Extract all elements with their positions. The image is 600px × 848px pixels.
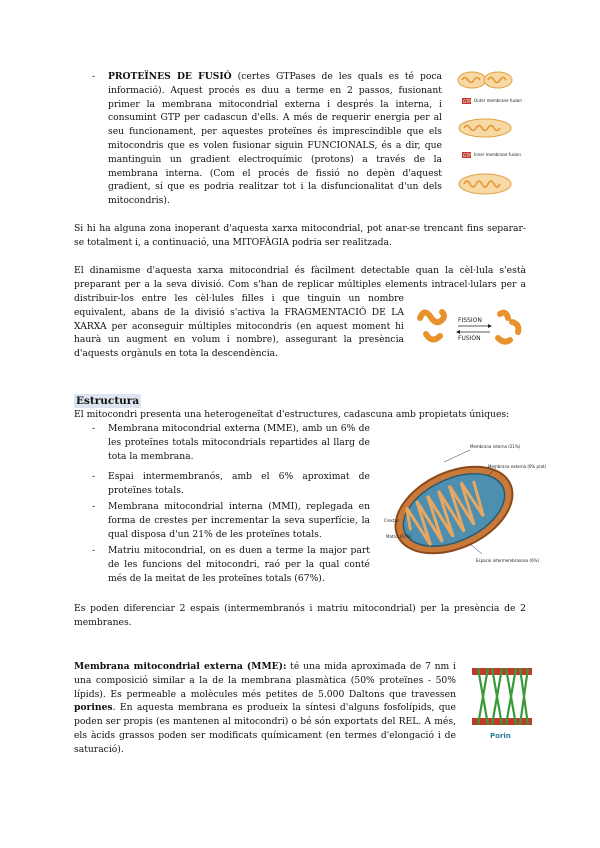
porin-figure [470,664,534,742]
estructura-item-1: Membrana mitocondrial externa (MME), amb un 6% de les proteïnes totals mitocondrials repartides al llarg de tota la membrana. [108,423,370,462]
gtp-text-2: GTP [463,153,471,158]
fusion-figure [452,66,522,206]
mito-fused [459,174,511,194]
section-heading-estructura: Estructura [76,395,140,407]
estructura-dash-3: - [92,501,96,512]
paragraph-dinamisme-wrap: distribuir-los entre les cèl·lules filles i que tinguin un nombre equivalent, abans de la divisió s'activa la FRAGMENTACIÓ DE LA XARXA per aconseguir múltiples mitocondris (en aquest moment hi haurà un augment en volum i nombre), assegurant la presència d'aquests orgànuls en tota la descendència. [74,293,404,360]
outer-fusion-label: Outer membrane fusion [474,98,522,103]
fragment-mito-2 [512,322,518,332]
estructura-dash-1: - [92,423,96,434]
mme-text-2: . En aquesta membrana es produeix la síntesi d'alguns fosfolípids, que poden ser propis (es mantenen al mitocondri) o bé són exportats del REL. A més, els àcids grassos poden ser modificats químicament (en termes d'elongació i de saturació). [74,702,456,755]
fusion-title: PROTEÏNES DE FUSIÓ [108,71,232,82]
mme-text-1: té una mida aproximada de 7 nm i una composició similar a la de la membrana plasmàtica (50% proteïnes - 50% lípids). Es permeable a molècules més petites de 5.000 Daltons que travessen [74,661,456,700]
label-espai: Espacio intermembranoso (6%) [476,558,540,563]
estructura-dash-2: - [92,471,96,482]
fission-figure [412,304,532,354]
label-crestes: Crestas [384,518,399,523]
fusion-bullet-dash: - [92,71,96,82]
paragraph-dinamisme: El dinamisme d'aquesta xarxa mitocondrial és fàcilment detectable quan la cèl·lula s'està preparant per a la seva divisió. Com s'han de replicar múltiples elements intracel·lulars per a [74,265,526,290]
fusion-label: FUSION [458,335,481,342]
label-membrana-interna: Membrana interna (21%) [470,444,521,449]
mito-pair-1 [458,72,512,88]
fusion-bullet-text [108,70,442,208]
paragraph-inoperant: Si hi ha alguna zona inoperant d'aquesta xarxa mitocondrial, pot anar-se trencant fins separar-se totalment i, a continuació, una MITOFÀGIA podria ser realitzada. [74,223,526,248]
mme-paragraph [74,660,456,757]
fusion-body: (certes GTPases de les quals es té poca informació). Aquest procés es duu a terme en 2 passos, fusionant primer la membrana mitocondrial externa i després la interna, i consumint GTP per cadascun d'ells. A més de requerir energia per al seu funcionament, per aquestes proteïnes és imprescindible que els mitocondris que es volen fusionar siguin FUNCIONALS, és a dir, que mantinguin un gradient electroquímic (protons) a través de la membrana interna. (Com el procés de fissió no depèn d'aquest gradient, sí que es podria realitzar tot i la disfuncionalitat d'un dels mitocondris). [108,71,442,207]
gtp-text-1: GTP [463,99,471,104]
inner-fusion-label: Inner membrane fusion [474,152,521,157]
estructura-dash-4: - [92,545,96,556]
estructura-item-3: Membrana mitocondrial interna (MMI), replegada en forma de crestes per incrementar la seva superfície, la qual disposa d'un 21% de les proteïnes totals. [108,501,370,540]
fused-mito-shape [420,312,444,322]
fission-label: FISSION [458,317,482,324]
mitochondrion-figure [384,440,547,570]
mme-title: Membrana mitocondrial externa (MME): [74,661,287,672]
estructura-item-2: Espai intermembranós, amb el 6% aproximat de proteïnes totals. [108,471,370,496]
fragment-mito-1 [500,313,508,318]
fragment-mito-3 [498,338,510,342]
label-matriu: Matriz (67%) [386,534,412,539]
porin-strands [478,668,528,725]
mme-porines: porines [74,702,113,714]
mito-pair-2 [459,119,511,137]
estructura-intro: El mitocondri presenta una heterogeneïtat d'estructures, cadascuna amb propietats úniques: [74,409,510,420]
label-membrana-externa: Membrana externa (6% prot) [488,464,547,469]
estructura-item-4: Matriu mitocondrial, on es duen a terme la major part de les funcions del mitocondri, raó per la qual conté més de la meitat de les proteïnes totals (67%). [108,545,370,584]
porin-label: Porin [490,732,511,740]
paragraph-espais: Es poden diferenciar 2 espais (intermembranós i matriu mitocondrial) per la presència de 2 membranes. [74,603,526,628]
